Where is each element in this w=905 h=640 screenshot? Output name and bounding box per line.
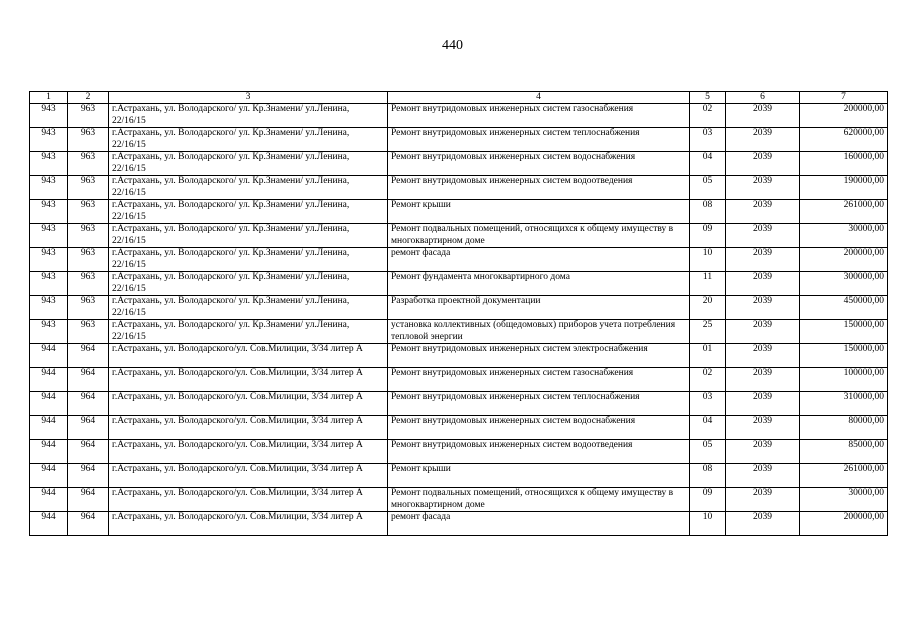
- cell-address: г.Астрахань, ул. Володарского/ ул. Кр.Знамени/ ул.Ленина, 22/16/15: [109, 320, 388, 344]
- cell-row-number: 943: [30, 176, 68, 200]
- cell-work-type: Ремонт внутридомовых инженерных систем водоснабжения: [388, 152, 690, 176]
- cell-year: 2039: [726, 368, 800, 392]
- cell-row-number: 944: [30, 416, 68, 440]
- cell-amount: 190000,00: [800, 176, 888, 200]
- cell-row-number: 943: [30, 152, 68, 176]
- cell-year: 2039: [726, 152, 800, 176]
- cell-row-number: 943: [30, 224, 68, 248]
- cell-row-number: 943: [30, 248, 68, 272]
- table-row: [30, 320, 888, 344]
- cell-amount: 150000,00: [800, 320, 888, 344]
- cell-work-code: 25: [690, 320, 726, 344]
- cell-object-number: 963: [68, 320, 109, 344]
- cell-address: г.Астрахань, ул. Володарского/ ул. Кр.Знамени/ ул.Ленина, 22/16/15: [109, 248, 388, 272]
- cell-amount: 100000,00: [800, 368, 888, 392]
- cell-amount: 80000,00: [800, 416, 888, 440]
- table-row: [30, 176, 888, 200]
- cell-work-code: 10: [690, 248, 726, 272]
- cell-year: 2039: [726, 440, 800, 464]
- cell-amount: 200000,00: [800, 248, 888, 272]
- table-row: [30, 368, 888, 392]
- cell-amount: 261000,00: [800, 464, 888, 488]
- cell-amount: 620000,00: [800, 128, 888, 152]
- cell-address: г.Астрахань, ул. Володарского/ ул. Кр.Знамени/ ул.Ленина, 22/16/15: [109, 224, 388, 248]
- cell-address: г.Астрахань, ул. Володарского/ул. Сов.Милиции, 3/34 литер А: [109, 440, 388, 464]
- cell-year: 2039: [726, 248, 800, 272]
- cell-object-number: 963: [68, 152, 109, 176]
- cell-amount: 160000,00: [800, 152, 888, 176]
- table-row: [30, 512, 888, 536]
- cell-address: г.Астрахань, ул. Володарского/ ул. Кр.Знамени/ ул.Ленина, 22/16/15: [109, 296, 388, 320]
- cell-year: 2039: [726, 392, 800, 416]
- cell-work-code: 04: [690, 416, 726, 440]
- cell-work-code: 11: [690, 272, 726, 296]
- cell-object-number: 964: [68, 464, 109, 488]
- cell-row-number: 944: [30, 440, 68, 464]
- cell-address: г.Астрахань, ул. Володарского/ул. Сов.Милиции, 3/34 литер А: [109, 368, 388, 392]
- cell-address: г.Астрахань, ул. Володарского/ ул. Кр.Знамени/ ул.Ленина, 22/16/15: [109, 272, 388, 296]
- cell-object-number: 964: [68, 512, 109, 536]
- cell-row-number: 944: [30, 368, 68, 392]
- cell-year: 2039: [726, 200, 800, 224]
- cell-address: г.Астрахань, ул. Володарского/ ул. Кр.Знамени/ ул.Ленина, 22/16/15: [109, 176, 388, 200]
- cell-year: 2039: [726, 104, 800, 128]
- header-cell-4: 4: [388, 92, 690, 104]
- cell-row-number: 943: [30, 296, 68, 320]
- repair-schedule-table: [29, 91, 888, 536]
- table-row: [30, 488, 888, 512]
- cell-amount: 85000,00: [800, 440, 888, 464]
- cell-row-number: 943: [30, 128, 68, 152]
- cell-year: 2039: [726, 512, 800, 536]
- cell-work-code: 01: [690, 344, 726, 368]
- cell-work-code: 08: [690, 200, 726, 224]
- cell-work-type: установка коллективных (общедомовых) приборов учета потребления тепловой энергии: [388, 320, 690, 344]
- cell-address: г.Астрахань, ул. Володарского/ул. Сов.Милиции, 3/34 литер А: [109, 488, 388, 512]
- header-cell-5: 5: [690, 92, 726, 104]
- cell-object-number: 963: [68, 296, 109, 320]
- table-row: [30, 392, 888, 416]
- cell-amount: 261000,00: [800, 200, 888, 224]
- cell-object-number: 964: [68, 440, 109, 464]
- cell-amount: 150000,00: [800, 344, 888, 368]
- cell-address: г.Астрахань, ул. Володарского/ ул. Кр.Знамени/ ул.Ленина, 22/16/15: [109, 104, 388, 128]
- cell-year: 2039: [726, 128, 800, 152]
- cell-work-type: Ремонт внутридомовых инженерных систем теплоснабжения: [388, 128, 690, 152]
- cell-work-type: Ремонт крыши: [388, 200, 690, 224]
- cell-work-type: Ремонт крыши: [388, 464, 690, 488]
- cell-work-type: Ремонт внутридомовых инженерных систем водоотведения: [388, 176, 690, 200]
- header-cell-1: 1: [30, 92, 68, 104]
- cell-year: 2039: [726, 344, 800, 368]
- cell-address: г.Астрахань, ул. Володарского/ул. Сов.Милиции, 3/34 литер А: [109, 512, 388, 536]
- cell-object-number: 964: [68, 392, 109, 416]
- cell-address: г.Астрахань, ул. Володарского/ул. Сов.Милиции, 3/34 литер А: [109, 392, 388, 416]
- cell-work-type: Разработка проектной документации: [388, 296, 690, 320]
- cell-work-code: 04: [690, 152, 726, 176]
- cell-address: г.Астрахань, ул. Володарского/ул. Сов.Милиции, 3/34 литер А: [109, 464, 388, 488]
- cell-amount: 300000,00: [800, 272, 888, 296]
- page-number: 440: [442, 38, 463, 53]
- cell-work-type: Ремонт фундамента многоквартирного дома: [388, 272, 690, 296]
- cell-year: 2039: [726, 320, 800, 344]
- cell-work-type: ремонт фасада: [388, 512, 690, 536]
- cell-amount: 450000,00: [800, 296, 888, 320]
- table-row: [30, 152, 888, 176]
- cell-row-number: 944: [30, 344, 68, 368]
- cell-address: г.Астрахань, ул. Володарского/ ул. Кр.Знамени/ ул.Ленина, 22/16/15: [109, 200, 388, 224]
- cell-amount: 310000,00: [800, 392, 888, 416]
- cell-address: г.Астрахань, ул. Володарского/ ул. Кр.Знамени/ ул.Ленина, 22/16/15: [109, 128, 388, 152]
- cell-row-number: 944: [30, 464, 68, 488]
- cell-year: 2039: [726, 416, 800, 440]
- cell-work-type: Ремонт внутридомовых инженерных систем газоснабжения: [388, 368, 690, 392]
- cell-object-number: 963: [68, 272, 109, 296]
- cell-work-code: 02: [690, 368, 726, 392]
- cell-row-number: 943: [30, 200, 68, 224]
- cell-row-number: 944: [30, 512, 68, 536]
- cell-year: 2039: [726, 176, 800, 200]
- cell-object-number: 963: [68, 224, 109, 248]
- cell-year: 2039: [726, 272, 800, 296]
- cell-year: 2039: [726, 464, 800, 488]
- table-row: [30, 104, 888, 128]
- cell-object-number: 964: [68, 344, 109, 368]
- cell-object-number: 963: [68, 104, 109, 128]
- cell-row-number: 943: [30, 320, 68, 344]
- table-body: [30, 104, 888, 536]
- cell-amount: 200000,00: [800, 104, 888, 128]
- header-cell-7: 7: [800, 92, 888, 104]
- cell-work-type: Ремонт внутридомовых инженерных систем газоснабжения: [388, 104, 690, 128]
- table-row: [30, 464, 888, 488]
- cell-address: г.Астрахань, ул. Володарского/ул. Сов.Милиции, 3/34 литер А: [109, 416, 388, 440]
- cell-row-number: 943: [30, 272, 68, 296]
- cell-work-code: 02: [690, 104, 726, 128]
- table-row: [30, 416, 888, 440]
- header-cell-6: 6: [726, 92, 800, 104]
- cell-work-type: Ремонт внутридомовых инженерных систем электроснабжения: [388, 344, 690, 368]
- cell-work-code: 05: [690, 176, 726, 200]
- cell-row-number: 943: [30, 104, 68, 128]
- table-row: [30, 344, 888, 368]
- cell-object-number: 964: [68, 416, 109, 440]
- cell-address: г.Астрахань, ул. Володарского/ул. Сов.Милиции, 3/34 литер А: [109, 344, 388, 368]
- cell-year: 2039: [726, 224, 800, 248]
- cell-object-number: 963: [68, 176, 109, 200]
- cell-amount: 30000,00: [800, 488, 888, 512]
- cell-amount: 200000,00: [800, 512, 888, 536]
- cell-work-type: Ремонт внутридомовых инженерных систем водоснабжения: [388, 416, 690, 440]
- cell-work-code: 20: [690, 296, 726, 320]
- cell-work-type: Ремонт внутридомовых инженерных систем теплоснабжения: [388, 392, 690, 416]
- cell-work-type: ремонт фасада: [388, 248, 690, 272]
- header-cell-2: 2: [68, 92, 109, 104]
- cell-work-type: Ремонт внутридомовых инженерных систем водоотведения: [388, 440, 690, 464]
- cell-work-code: 09: [690, 488, 726, 512]
- cell-object-number: 963: [68, 248, 109, 272]
- cell-address: г.Астрахань, ул. Володарского/ ул. Кр.Знамени/ ул.Ленина, 22/16/15: [109, 152, 388, 176]
- cell-work-code: 03: [690, 392, 726, 416]
- table-header-row: [30, 92, 888, 104]
- cell-object-number: 963: [68, 200, 109, 224]
- table-row: [30, 440, 888, 464]
- cell-object-number: 964: [68, 368, 109, 392]
- header-cell-3: 3: [109, 92, 388, 104]
- cell-work-code: 03: [690, 128, 726, 152]
- table-row: [30, 272, 888, 296]
- cell-work-code: 08: [690, 464, 726, 488]
- cell-work-type: Ремонт подвальных помещений, относящихся к общему имуществу в многоквартирном доме: [388, 224, 690, 248]
- table-row: [30, 248, 888, 272]
- table-row: [30, 296, 888, 320]
- cell-year: 2039: [726, 296, 800, 320]
- cell-work-code: 05: [690, 440, 726, 464]
- cell-object-number: 964: [68, 488, 109, 512]
- cell-row-number: 944: [30, 392, 68, 416]
- table-row: [30, 224, 888, 248]
- table-row: [30, 128, 888, 152]
- table-row: [30, 200, 888, 224]
- cell-work-code: 10: [690, 512, 726, 536]
- cell-work-code: 09: [690, 224, 726, 248]
- cell-amount: 30000,00: [800, 224, 888, 248]
- cell-work-type: Ремонт подвальных помещений, относящихся к общему имуществу в многоквартирном доме: [388, 488, 690, 512]
- cell-year: 2039: [726, 488, 800, 512]
- cell-row-number: 944: [30, 488, 68, 512]
- cell-object-number: 963: [68, 128, 109, 152]
